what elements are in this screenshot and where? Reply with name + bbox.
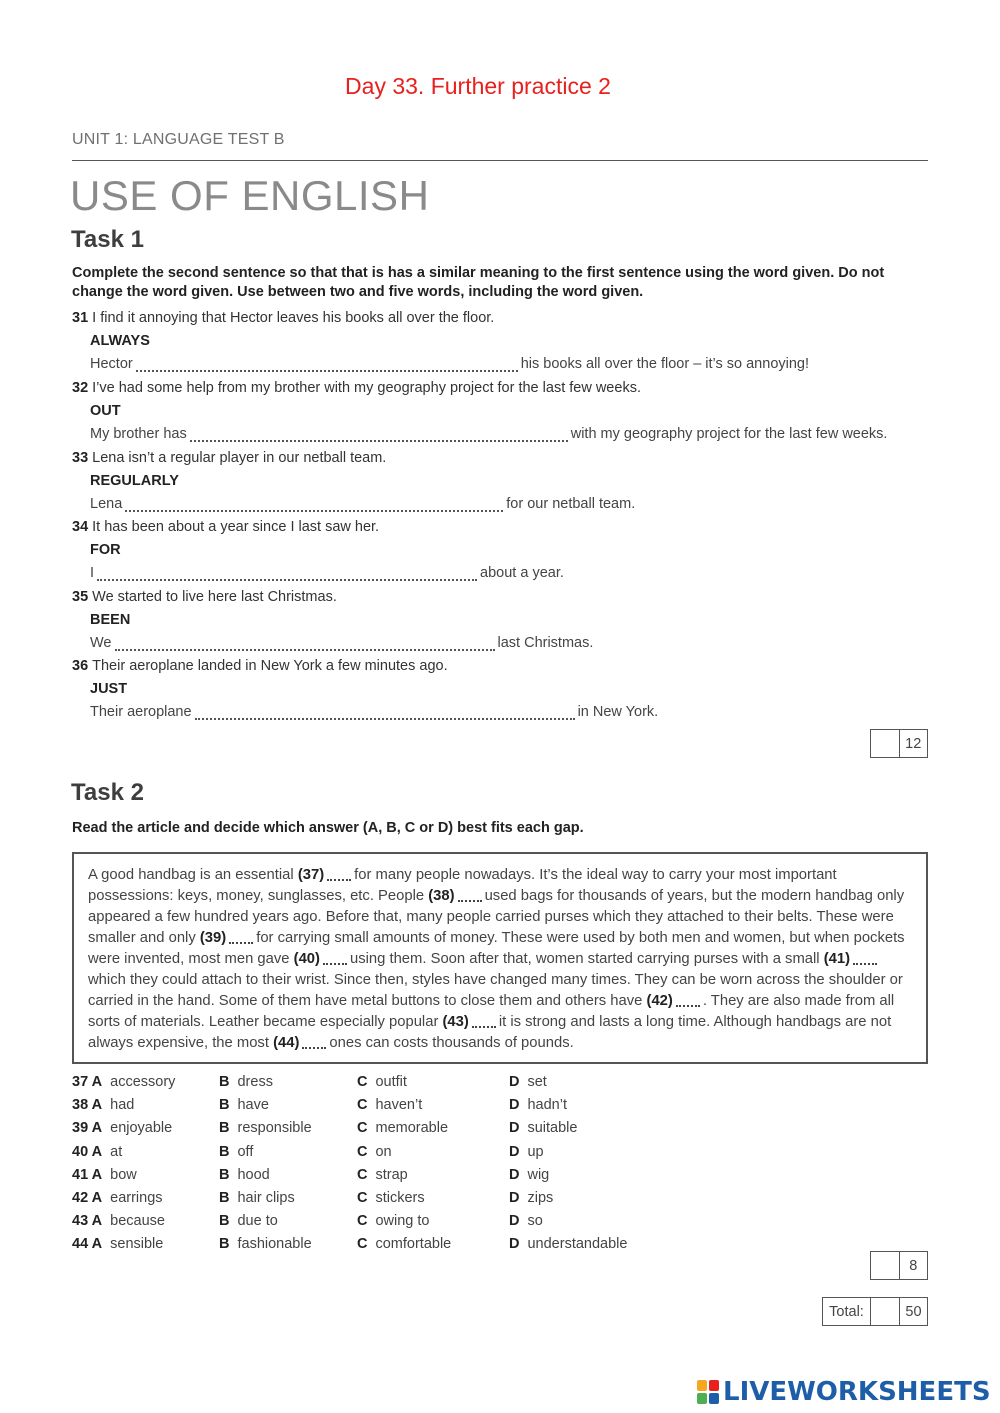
article-text	[88, 865, 912, 1054]
liveworksheets-logo[interactable]	[697, 1377, 991, 1407]
option-letter: D	[509, 1120, 520, 1137]
gap-number-42: (42)	[646, 993, 673, 1009]
option-letter: C	[357, 1143, 368, 1160]
option-37-c[interactable]	[357, 1074, 407, 1090]
option-letter-text: A	[91, 1097, 103, 1114]
answer-prefix: I	[90, 565, 95, 581]
gap-41[interactable]	[853, 953, 877, 965]
option-text: fashionable	[237, 1236, 312, 1253]
question-number: 31	[72, 310, 89, 326]
logo-square	[709, 1393, 719, 1404]
gap-43[interactable]	[472, 1016, 496, 1028]
option-text: up	[527, 1143, 544, 1160]
option-letter: B	[219, 1097, 230, 1114]
option-number: 37	[72, 1074, 89, 1090]
article-box	[72, 852, 928, 1064]
option-letter: B	[219, 1074, 230, 1090]
article-segment: A good handbag is an essential	[88, 867, 294, 883]
answer-prefix: We	[90, 635, 112, 651]
answer-prefix: Their aeroplane	[90, 704, 192, 720]
option-letter: D	[509, 1189, 520, 1206]
option-38-a[interactable]	[72, 1097, 134, 1113]
option-letter: B	[219, 1236, 230, 1253]
option-letter: B	[219, 1166, 230, 1183]
option-42-d[interactable]	[509, 1190, 553, 1206]
answer-input-31[interactable]	[136, 356, 518, 372]
question-sentence: We started to live here last Christmas.	[92, 589, 337, 605]
option-text: comfortable	[375, 1236, 452, 1253]
option-42-b[interactable]	[219, 1190, 295, 1206]
option-number: 38	[72, 1097, 89, 1114]
option-letter-text: A	[91, 1166, 103, 1183]
option-text: on	[375, 1143, 392, 1160]
option-43-a[interactable]	[72, 1213, 165, 1229]
question-35	[72, 589, 337, 605]
question-sentence: I find it annoying that Hector leaves his books all over the floor.	[92, 310, 495, 326]
keyword-36: JUST	[90, 681, 128, 697]
answer-input-36[interactable]	[195, 704, 575, 720]
option-letter-text: A	[91, 1120, 103, 1137]
answer-suffix: about a year.	[480, 565, 564, 581]
question-sentence: I’ve had some help from my brother with my geography project for the last few weeks.	[92, 380, 641, 396]
keyword-35: BEEN	[90, 612, 131, 628]
answer-line-32	[90, 426, 887, 442]
answer-suffix: with my geography project for the last few weeks.	[570, 426, 888, 442]
option-letter: B	[219, 1143, 230, 1160]
article-segment: it is strong and lasts a long time. Although handbags are not always expensive, the most	[88, 1014, 892, 1051]
task1-score-max: 12	[905, 735, 922, 752]
option-text: hair clips	[237, 1189, 295, 1206]
option-44-a[interactable]	[72, 1236, 163, 1252]
option-text: enjoyable	[110, 1120, 173, 1137]
option-letter: C	[357, 1236, 368, 1253]
question-number: 36	[72, 658, 89, 674]
task1-heading: Task 1	[71, 226, 144, 253]
total-score-input-cell[interactable]	[871, 1298, 900, 1325]
keyword-32: OUT	[90, 403, 121, 419]
option-text: responsible	[237, 1120, 312, 1137]
answer-suffix: last Christmas.	[497, 635, 594, 651]
total-max: 50	[905, 1303, 922, 1320]
option-letter-text: A	[91, 1189, 103, 1206]
option-text: wig	[527, 1166, 550, 1183]
gap-number-43: (43)	[442, 1014, 469, 1030]
option-text: at	[110, 1143, 123, 1160]
article-segment: used bags for thousands of years, but the modern handbag only appeared a few hundred years ago. Before that, many people carried purses which they attached to their belts. These were smaller and only	[88, 888, 905, 946]
option-text: outfit	[375, 1074, 407, 1090]
logo-text: LIVEWORKSHEETS	[723, 1377, 991, 1407]
option-41-d[interactable]	[509, 1167, 549, 1183]
option-letter	[72, 1144, 102, 1160]
option-letter-text: A	[91, 1143, 103, 1160]
option-letter: D	[509, 1143, 520, 1160]
day-title: Day 33. Further practice 2	[345, 73, 611, 99]
question-sentence: It has been about a year since I last saw her.	[92, 519, 380, 535]
option-letter: D	[509, 1074, 520, 1090]
option-text: set	[527, 1074, 547, 1090]
answer-suffix: his books all over the floor – it’s so annoying!	[520, 356, 810, 372]
option-text: understandable	[527, 1236, 628, 1253]
option-text: due to	[237, 1213, 278, 1230]
option-40-a[interactable]	[72, 1144, 122, 1160]
answer-line-36	[90, 704, 658, 720]
article-segment: for carrying small amounts of money. These were used by both men and women, but when pockets were invented, most men gave	[88, 930, 905, 967]
option-37-d[interactable]	[509, 1074, 547, 1090]
gap-42[interactable]	[676, 995, 700, 1007]
option-40-d[interactable]	[509, 1144, 544, 1160]
section-title: USE OF ENGLISH	[70, 172, 430, 219]
article-segment: using them. Soon after that, women started carrying purses with a small	[349, 951, 820, 967]
option-text: have	[237, 1097, 269, 1114]
question-number: 32	[72, 380, 89, 396]
question-33	[72, 450, 386, 466]
article-segment: . They are also made from all sorts of materials. Leather became especially popular	[88, 993, 895, 1030]
option-letter: D	[509, 1236, 520, 1253]
option-letter-text: A	[91, 1236, 103, 1253]
answer-input-35[interactable]	[115, 635, 495, 651]
option-letter	[72, 1097, 102, 1113]
gap-number-40: (40)	[293, 951, 320, 967]
header-rule	[72, 160, 928, 161]
option-42-a[interactable]	[72, 1190, 163, 1206]
option-text: haven’t	[375, 1097, 423, 1114]
option-43-b[interactable]	[219, 1213, 278, 1229]
option-text: earrings	[110, 1189, 163, 1206]
liveworksheets-logo-icon	[697, 1380, 719, 1404]
option-letter	[72, 1167, 102, 1183]
keyword-31: ALWAYS	[90, 333, 150, 349]
option-40-b[interactable]	[219, 1144, 253, 1160]
option-44-b[interactable]	[219, 1236, 312, 1252]
option-41-b[interactable]	[219, 1167, 270, 1183]
option-text: memorable	[375, 1120, 449, 1137]
option-letter: C	[357, 1213, 368, 1230]
option-text: dress	[237, 1074, 273, 1090]
question-36	[72, 658, 448, 674]
gap-number-38: (38)	[428, 888, 455, 904]
option-44-c[interactable]	[357, 1236, 451, 1252]
option-text: off	[237, 1143, 254, 1160]
option-number: 44	[72, 1236, 89, 1253]
gap-39[interactable]	[229, 932, 253, 944]
task1-score-input-cell[interactable]	[871, 730, 900, 757]
option-text: accessory	[110, 1074, 176, 1090]
task2-score-max: 8	[909, 1257, 918, 1274]
answer-suffix: in New York.	[577, 704, 659, 720]
option-letter: D	[509, 1166, 520, 1183]
logo-square	[709, 1380, 719, 1391]
answer-input-33[interactable]	[125, 496, 503, 512]
option-42-c[interactable]	[357, 1190, 425, 1206]
option-text: zips	[527, 1189, 554, 1206]
article-segment: which they could attach to their wrist. Since then, styles have changed many times. They can be worn across the shoulder or carried in the hand. Some of them have metal buttons to close them and others have	[88, 972, 903, 1009]
option-letter-text: A	[91, 1074, 103, 1090]
answer-prefix: My brother has	[90, 426, 187, 442]
question-34	[72, 519, 379, 535]
task2-score-input-cell[interactable]	[871, 1252, 900, 1279]
option-letter: C	[357, 1166, 368, 1183]
option-40-c[interactable]	[357, 1144, 392, 1160]
gap-number-44: (44)	[273, 1035, 300, 1051]
task2-instructions: Read the article and decide which answer (A, B, C or D) best fits each gap.	[72, 820, 584, 836]
answer-line-33	[90, 496, 635, 512]
option-letter: B	[219, 1213, 230, 1230]
unit-label: UNIT 1: LANGUAGE TEST B	[72, 131, 285, 148]
option-number: 41	[72, 1166, 89, 1183]
option-number: 42	[72, 1189, 89, 1206]
option-38-b[interactable]	[219, 1097, 269, 1113]
option-44-d[interactable]	[509, 1236, 627, 1252]
option-text: suitable	[527, 1120, 578, 1137]
task2-score-box	[870, 1251, 928, 1280]
gap-38[interactable]	[458, 890, 482, 902]
option-letter: D	[509, 1213, 520, 1230]
option-text: hadn’t	[527, 1097, 567, 1114]
question-31	[72, 310, 494, 326]
logo-square	[697, 1393, 707, 1404]
option-39-b[interactable]	[219, 1120, 312, 1136]
option-letter-text: A	[91, 1213, 103, 1230]
option-text: so	[527, 1213, 543, 1230]
option-letter	[72, 1120, 102, 1136]
answer-input-34[interactable]	[97, 565, 477, 581]
option-letter	[72, 1074, 102, 1090]
option-text: hood	[237, 1166, 270, 1183]
option-text: bow	[110, 1166, 137, 1183]
option-41-a[interactable]	[72, 1167, 137, 1183]
option-39-d[interactable]	[509, 1120, 577, 1136]
question-number: 35	[72, 589, 89, 605]
article-segment: ones can costs thousands of pounds.	[329, 1035, 574, 1051]
option-text: had	[110, 1097, 135, 1114]
answer-line-34	[90, 565, 564, 581]
gap-number-41: (41)	[823, 951, 851, 967]
option-letter: C	[357, 1074, 368, 1090]
answer-prefix: Hector	[90, 356, 133, 372]
option-37-a[interactable]	[72, 1074, 175, 1090]
option-text: stickers	[375, 1189, 425, 1206]
option-text: because	[110, 1213, 165, 1230]
gap-number-39: (39)	[199, 930, 227, 946]
keyword-34: FOR	[90, 542, 121, 558]
question-sentence: Their aeroplane landed in New York a few minutes ago.	[92, 658, 448, 674]
option-letter: C	[357, 1097, 368, 1114]
option-41-c[interactable]	[357, 1167, 408, 1183]
option-39-a[interactable]	[72, 1120, 172, 1136]
task2-heading: Task 2	[71, 779, 144, 806]
option-43-d[interactable]	[509, 1213, 543, 1229]
answer-prefix: Lena	[90, 496, 123, 512]
answer-line-31	[90, 356, 809, 372]
option-number: 39	[72, 1120, 89, 1137]
answer-line-35	[90, 635, 593, 651]
option-letter: D	[509, 1097, 520, 1114]
option-text: strap	[375, 1166, 408, 1183]
option-letter	[72, 1213, 102, 1229]
option-38-d[interactable]	[509, 1097, 567, 1113]
option-43-c[interactable]	[357, 1213, 430, 1229]
keyword-33: REGULARLY	[90, 473, 179, 489]
option-letter: C	[357, 1120, 368, 1137]
logo-square	[697, 1380, 707, 1391]
answer-suffix: for our netball team.	[506, 496, 636, 512]
article-segment: for many people nowadays. It’s the ideal way to carry your most important possessions: keys, money, sunglasses, etc. People	[88, 867, 837, 904]
option-letter: B	[219, 1120, 230, 1137]
option-number: 40	[72, 1143, 89, 1160]
gap-40[interactable]	[323, 953, 347, 965]
task1-instructions: Complete the second sentence so that that is has a similar meaning to the first sentence using the word given. Do not change the word given. Use between two and five words, including the word given.	[72, 265, 885, 300]
total-label: Total:	[823, 1298, 871, 1325]
question-sentence: Lena isn’t a regular player in our netball team.	[92, 450, 387, 466]
option-text: sensible	[110, 1236, 164, 1253]
task1-score-box	[870, 729, 928, 758]
answer-input-32[interactable]	[190, 426, 568, 442]
option-37-b[interactable]	[219, 1074, 273, 1090]
option-letter	[72, 1236, 102, 1252]
question-32	[72, 380, 641, 396]
option-39-c[interactable]	[357, 1120, 448, 1136]
option-38-c[interactable]	[357, 1097, 422, 1113]
option-letter: B	[219, 1189, 230, 1206]
option-letter: C	[357, 1189, 368, 1206]
question-number: 34	[72, 519, 89, 535]
gap-number-37: (37)	[297, 867, 325, 883]
gap-44[interactable]	[302, 1037, 326, 1049]
option-number: 43	[72, 1213, 89, 1230]
gap-37[interactable]	[327, 869, 351, 881]
total-score-box	[822, 1297, 928, 1326]
option-letter	[72, 1190, 102, 1206]
option-text: owing to	[375, 1213, 430, 1230]
question-number: 33	[72, 450, 89, 466]
